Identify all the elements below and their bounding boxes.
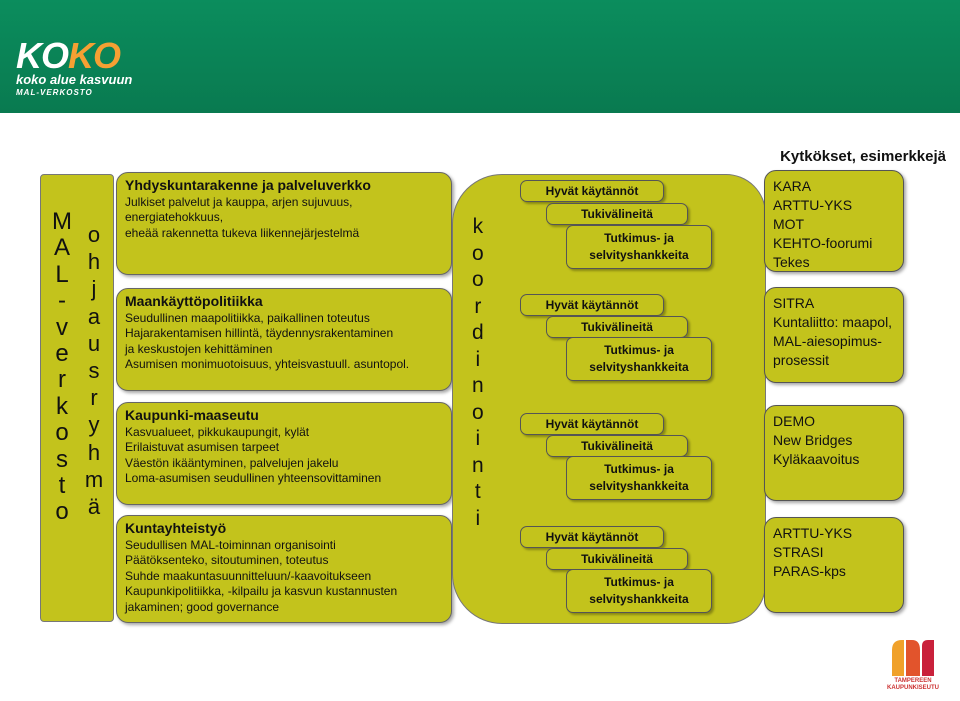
box-line: Kaupunkipolitiikka, -kilpailu ja kasvun kustannusten: [125, 584, 398, 599]
box-line: eheää rakennetta tukeva liikennejärjestelmä: [125, 225, 360, 240]
tampere-logo-mark: [884, 636, 942, 678]
box-line: Seudullisen MAL-toiminnan organisointi: [125, 538, 336, 552]
research-projects-tag: [566, 225, 712, 269]
tampere-region-logo: [884, 636, 942, 694]
content-box-urban-rural: [116, 402, 452, 505]
support-tools-tag: Tukivälineitä: [546, 548, 688, 570]
examples-box-1: [764, 170, 904, 272]
research-line-2: selvityshankkeita: [589, 248, 689, 262]
example-item: STRASI: [773, 544, 824, 560]
example-item: prosessit: [773, 352, 830, 368]
box-line: Loma-asumisen seudullinen yhteensovittaminen: [125, 471, 382, 486]
logo-mark-left: KO: [16, 35, 68, 76]
support-tools-tag: Tukivälineitä: [546, 316, 688, 338]
examples-box-4: [764, 517, 904, 613]
box-line: Julkiset palvelut ja kauppa, arjen sujuvuus,: [125, 195, 353, 209]
example-item: DEMO: [773, 413, 815, 429]
example-item: Kyläkaavoitus: [773, 451, 860, 467]
research-line-1: Tutkimus- ja: [604, 231, 674, 245]
box-title: Maankäyttöpolitiikka: [125, 293, 263, 309]
box-line: ja keskustojen kehittäminen: [125, 341, 273, 356]
content-box-community-structure: [116, 172, 452, 275]
research-line-1: Tutkimus- ja: [604, 343, 674, 357]
good-practices-tag: Hyvät käytännöt: [520, 294, 664, 316]
research-projects-tag: [566, 337, 712, 381]
box-line: Väestön ikääntyminen, palvelujen jakelu: [125, 455, 339, 470]
research-line-1: Tutkimus- ja: [604, 462, 674, 476]
example-item: ARTTU-YKS: [773, 197, 853, 213]
good-practices-tag: Hyvät käytännöt: [520, 413, 664, 435]
box-line: Asumisen monimuotoisuus, yhteisvastuull. asuntopol.: [125, 357, 410, 372]
examples-box-3: [764, 405, 904, 501]
logo-mark-right: KO: [68, 35, 120, 76]
example-item: Kuntaliitto: maapol,: [773, 314, 893, 330]
example-item: Tekes: [773, 254, 810, 270]
box-line: Päätöksenteko, sitoutuminen, toteutus: [125, 553, 329, 568]
example-item: KARA: [773, 178, 812, 194]
good-practices-tag: Hyvät käytännöt: [520, 526, 664, 548]
support-tools-tag: Tukivälineitä: [546, 203, 688, 225]
tampere-logo-line-2: KAUPUNKISEUTU: [886, 685, 939, 691]
example-item: MAL-aiesopimus-: [773, 333, 882, 349]
example-item: New Bridges: [773, 432, 853, 448]
tampere-logo-line-1: TAMPEREEN: [894, 678, 932, 684]
box-line: Erilaistuvat asumisen tarpeet: [125, 440, 280, 455]
support-tools-tag: Tukivälineitä: [546, 435, 688, 457]
box-line: Kasvualueet, pikkukaupungit, kylät: [125, 425, 310, 439]
box-line: Hajarakentamisen hillintä, täydennysrakentaminen: [125, 326, 394, 341]
research-projects-tag: [566, 456, 712, 500]
example-item: ARTTU-YKS: [773, 525, 853, 541]
box-title: Kaupunki-maaseutu: [125, 407, 259, 423]
header-banner: [0, 0, 960, 113]
box-title: Yhdyskuntarakenne ja palveluverkko: [125, 177, 371, 193]
example-item: KEHTO-foorumi: [773, 235, 873, 251]
connections-title: Kytkökset, esimerkkejä: [780, 148, 946, 165]
good-practices-tag: Hyvät käytännöt: [520, 180, 664, 202]
box-line: energiatehokkuus,: [125, 210, 224, 225]
example-item: PARAS-kps: [773, 563, 846, 579]
ohjausryhma-vertical-text: o h j a u s r y h m ä: [84, 222, 104, 520]
research-line-1: Tutkimus- ja: [604, 575, 674, 589]
box-line: Suhde maakuntasuunnitteluun/-kaavoitukseen: [125, 568, 372, 583]
content-box-land-use-policy: [116, 288, 452, 391]
tampere-logo-text: [884, 678, 942, 692]
koordinointi-vertical-text: k o o r d i n o i n t i: [472, 215, 484, 530]
examples-box-2: [764, 287, 904, 383]
logo-subtitle: koko alue kasvuun: [16, 72, 133, 87]
research-line-2: selvityshankkeita: [589, 479, 689, 493]
box-line: Seudullinen maapolitiikka, paikallinen toteutus: [125, 311, 370, 325]
content-box-municipal-cooperation: [116, 515, 452, 623]
research-line-2: selvityshankkeita: [589, 360, 689, 374]
box-line: jakaminen; good governance: [125, 599, 280, 614]
koko-logo: [16, 35, 196, 98]
logo-network: MAL-VERKOSTO: [16, 88, 93, 97]
example-item: MOT: [773, 216, 805, 232]
logo-mark: [16, 35, 120, 76]
research-line-2: selvityshankkeita: [589, 592, 689, 606]
mal-verkosto-vertical-text: M A L - v e r k o s t o: [52, 208, 72, 526]
research-projects-tag: [566, 569, 712, 613]
box-title: Kuntayhteistyö: [125, 520, 227, 536]
example-item: SITRA: [773, 295, 815, 311]
